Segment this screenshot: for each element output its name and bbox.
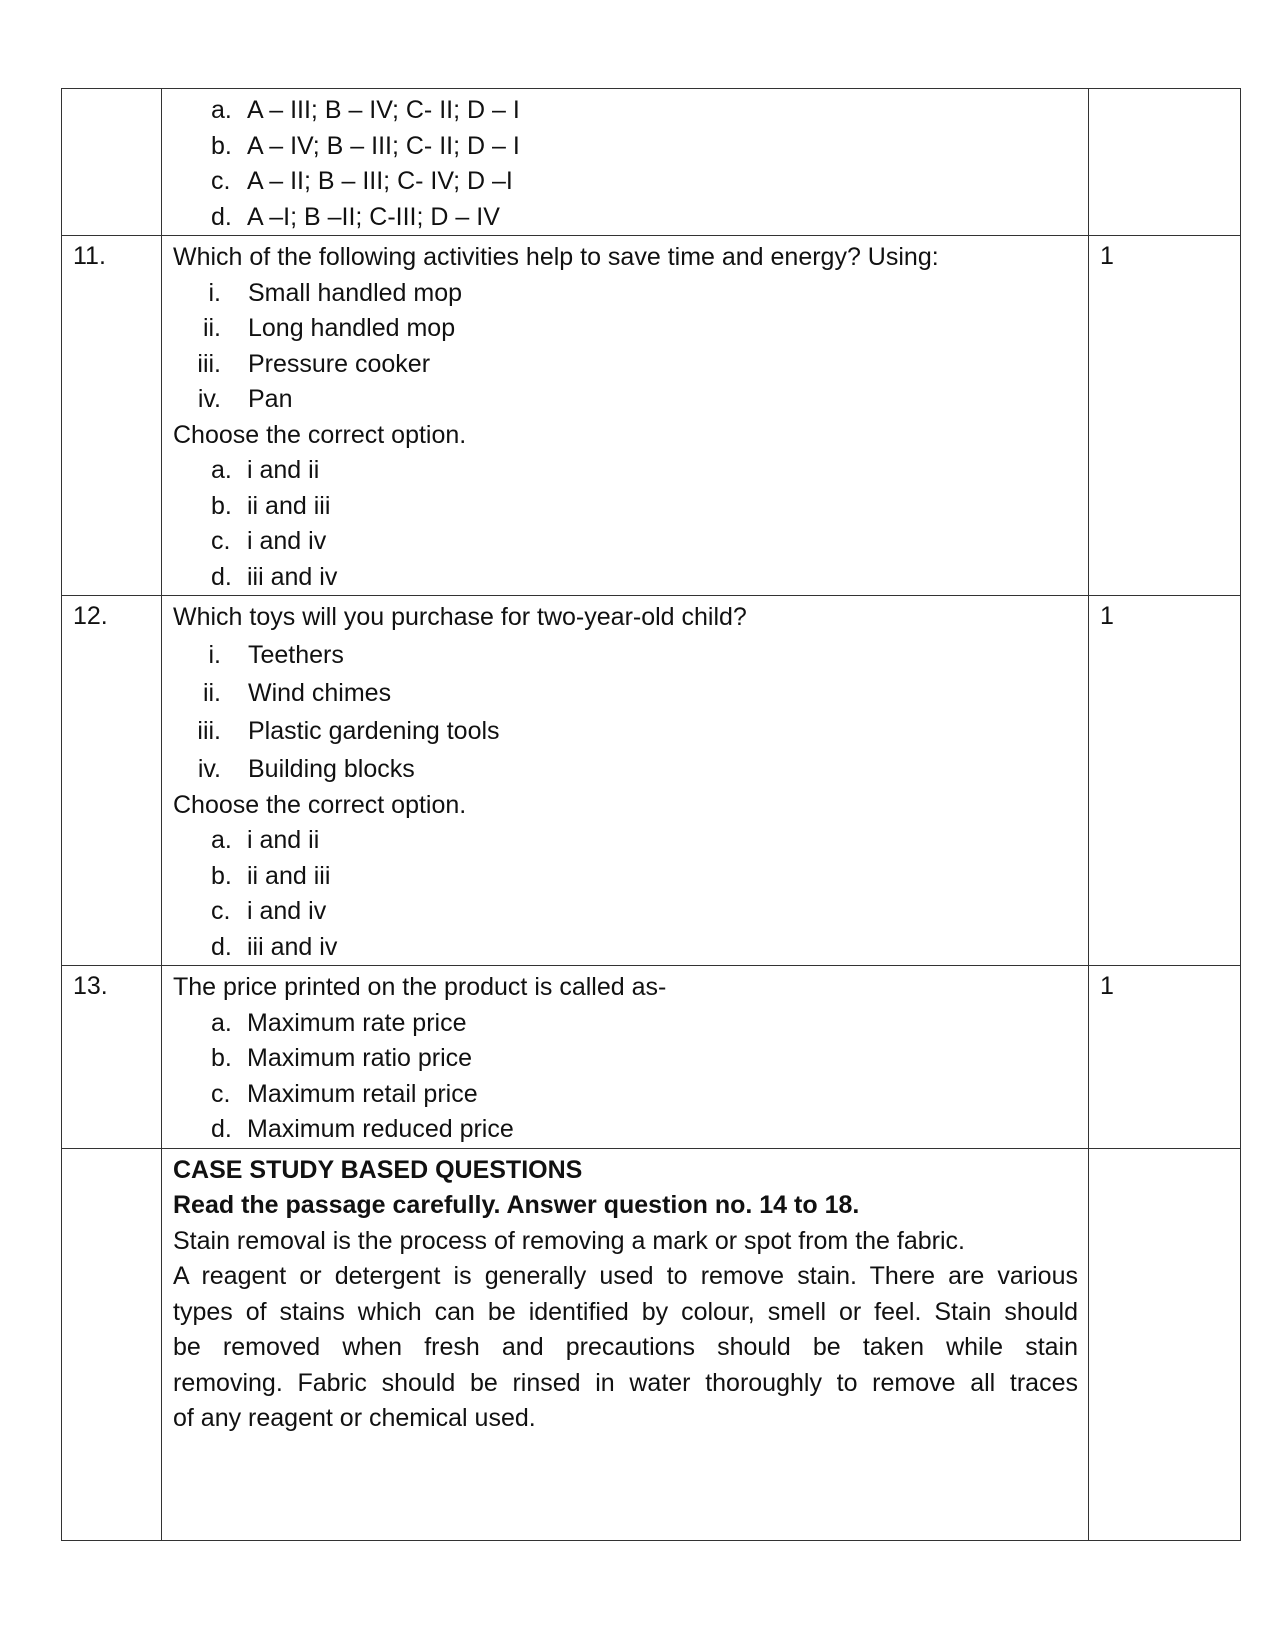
q10-body-cell (162, 89, 1089, 236)
q12-item-iii: iii. Plastic gardening tools (197, 716, 500, 745)
q11-option-a: a. i and ii (211, 456, 320, 484)
case-heading: CASE STUDY BASED QUESTIONS (173, 1155, 583, 1184)
q10-option-c: c. A – II; B – III; C- IV; D –I (211, 167, 513, 195)
case-passage-line-4: be removed when fresh and precautions should be taken while stain (173, 1333, 1078, 1361)
q13-option-c: c. Maximum retail price (211, 1079, 478, 1108)
q10-option-d: d. A –I; B –II; C-III; D – IV (211, 202, 500, 231)
q11-body-cell (162, 236, 1089, 596)
row-q13 (62, 966, 1241, 1149)
q12-option-c: c. i and iv (211, 897, 327, 925)
q11-item-iv: iv. Pan (197, 385, 293, 413)
q10-number-cell (62, 89, 162, 236)
q11-option-b: b. ii and iii (211, 491, 331, 520)
q11-option-c: c. i and iv (211, 527, 327, 555)
case-number-cell (62, 1148, 162, 1540)
q12-option-d: d. iii and iv (211, 932, 338, 961)
q13-body-cell (162, 966, 1089, 1149)
q12-question: Which toys will you purchase for two-year-old child? (173, 603, 747, 631)
row-q12 (62, 596, 1241, 966)
q11-instruction: Choose the correct option. (173, 420, 467, 449)
q10-option-b: b. A – IV; B – III; C- II; D – I (211, 131, 520, 160)
case-passage-line-6: of any reagent or chemical used. (173, 1404, 536, 1432)
q12-item-iv: iv. Building blocks (197, 754, 415, 783)
q13-option-a: a. Maximum rate price (211, 1008, 467, 1037)
case-instruction: Read the passage carefully. Answer question no. 14 to 18. (173, 1191, 860, 1219)
q11-marks: 1 (1089, 236, 1241, 596)
case-passage-line-3: types of stains which can be identified by colour, smell or feel. Stain should (173, 1297, 1078, 1326)
q12-item-ii: ii. Wind chimes (202, 678, 392, 707)
q13-option-b: b. Maximum ratio price (211, 1044, 473, 1072)
row-q11 (62, 236, 1241, 596)
q12-option-b: b. ii and iii (211, 861, 331, 890)
q13-number: 13. (62, 966, 162, 1149)
question-table (61, 88, 1241, 1541)
q12-number: 12. (62, 596, 162, 966)
q11-item-iii: iii. Pressure cooker (197, 349, 431, 378)
q11-option-d: d. iii and iv (211, 562, 338, 591)
q11-number: 11. (62, 236, 162, 596)
case-marks-cell (1089, 1148, 1241, 1540)
row-q10-continued (62, 89, 1241, 236)
case-body-cell (162, 1148, 1089, 1540)
q12-body-cell (162, 596, 1089, 966)
row-case-study (62, 1148, 1241, 1540)
q10-marks-cell (1089, 89, 1241, 236)
q12-instruction: Choose the correct option. (173, 790, 467, 819)
case-passage-line-2: A reagent or detergent is generally used to remove stain. There are various (173, 1262, 1078, 1290)
case-passage-line-5: removing. Fabric should be rinsed in water thoroughly to remove all traces (173, 1368, 1078, 1397)
q11-item-i: i. Small handled mop (208, 278, 463, 307)
q12-item-i: i. Teethers (208, 640, 344, 669)
q11-question: Which of the following activities help to save time and energy? Using: (173, 243, 939, 271)
q12-marks: 1 (1089, 596, 1241, 966)
q12-option-a: a. i and ii (211, 826, 320, 854)
q12-items (173, 636, 1078, 788)
q13-marks: 1 (1089, 966, 1241, 1149)
case-passage-line-1: Stain removal is the process of removing a mark or spot from the fabric. (173, 1226, 965, 1255)
q10-option-a: a. A – III; B – IV; C- II; D – I (211, 96, 520, 124)
q13-option-d: d. Maximum reduced price (211, 1115, 514, 1143)
q13-question: The price printed on the product is called as- (173, 973, 667, 1001)
q11-item-ii: ii. Long handled mop (202, 314, 456, 342)
